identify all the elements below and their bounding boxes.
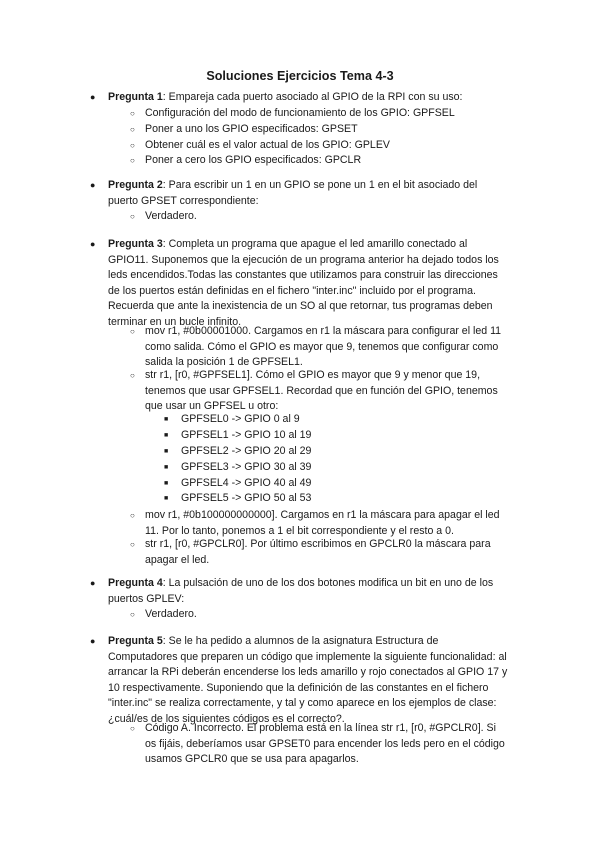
list-item: ○ Verdadero. [145, 209, 545, 225]
question-label: Pregunta 1 [108, 91, 163, 103]
circle-bullet-icon: ○ [130, 540, 135, 549]
list-item: ■ GPFSEL3 -> GPIO 30 al 39 [181, 460, 541, 476]
question-2 [90, 178, 548, 209]
question-text: terminar en un bucle infinito. [108, 315, 242, 328]
bullet-icon: ● [90, 636, 96, 646]
question-text: GPIO11. Suponemos que la ejecución de un programa anterior ha dejado todos los [108, 253, 499, 266]
question-label: Pregunta 3 [108, 238, 163, 250]
question-text: Recuerda que ante la inexistencia de un SO al que retornar, tus programas deben [108, 300, 493, 313]
question-3 [90, 237, 548, 331]
list-item: ■ GPFSEL5 -> GPIO 50 al 53 [181, 491, 541, 507]
list-item: ○ Poner a cero los GPIO especificados: GPCLR [145, 153, 545, 169]
circle-bullet-icon: ○ [130, 141, 135, 150]
question-text: : Para escribir un 1 en un GPIO se pone un 1 en el bit asociado del [162, 179, 478, 191]
list-item: ○ str r1, [r0, #GPCLR0]. Por último escribimos en GPCLR0 la máscara para apagar el led. [130, 538, 491, 566]
square-bullet-icon: ■ [164, 495, 169, 502]
question-4 [90, 576, 548, 607]
list-item: ■ GPFSEL2 -> GPIO 20 al 29 [181, 444, 541, 460]
circle-bullet-icon: ○ [130, 125, 135, 134]
question-text: puertos GPLEV: [108, 592, 185, 605]
question-label: Pregunta 2 [108, 179, 163, 191]
circle-bullet-icon: ○ [130, 724, 135, 733]
question-text: : Completa un programa que apague el led amarillo conectado al [162, 238, 468, 250]
square-bullet-icon: ■ [164, 416, 169, 423]
list-item: ○ Código A. Incorrecto. El problema está en la línea str r1, [r0, #GPCLR0]. Si os fijáis, deberíamos usar GPSET0 para encender los leds pero en el código usamos GPCLR0 que se usa para apagarlos. [130, 722, 505, 766]
list-item: ○ str r1, [r0, #GPFSEL1]. Cómo el GPIO es mayor que 9 y menor que 19, tenemos que usar GPFSEL1. Recordad que en función del GPIO, tenemos que usar un GPFSEL u otro: [130, 369, 498, 413]
question-text: arrancar la RPi deberán encenderse los leds amarillo y rojo conectados al GPIO 17 y [108, 666, 508, 679]
bullet-icon: ● [90, 578, 96, 588]
list-item: ○ Obtener cuál es el valor actual de los GPIO: GPLEV [145, 138, 545, 154]
circle-bullet-icon: ○ [130, 327, 135, 336]
circle-bullet-icon: ○ [130, 212, 135, 221]
list-item: ○ Poner a uno los GPIO especificados: GPSET [145, 122, 545, 138]
square-bullet-icon: ■ [164, 432, 169, 439]
question-text: 10 respectivamente. Suponiendo que la definición de las constantes en el fichero [108, 681, 489, 694]
question-text: leds encendidos.Todas las constantes que utilizamos para construir las direcciones [108, 269, 498, 282]
circle-bullet-icon: ○ [130, 610, 135, 619]
list-item: ■ GPFSEL4 -> GPIO 40 al 49 [181, 476, 541, 492]
square-bullet-icon: ■ [164, 464, 169, 471]
circle-bullet-icon: ○ [130, 156, 135, 165]
list-item: ■ GPFSEL1 -> GPIO 10 al 19 [181, 428, 541, 444]
list-item: ○ mov r1, #0b100000000000]. Cargamos en r1 la máscara para apagar el led 11. Por lo tanto, ponemos a 1 el bit correspondiente y el resto a 0. [130, 509, 500, 537]
list-item: ■ GPFSEL0 -> GPIO 0 al 9 [181, 412, 541, 428]
question-text: "inter.inc" se realiza correctamente, y tal y como aparece en los ejemplos de clase: [108, 697, 497, 710]
page-title: Soluciones Ejercicios Tema 4-3 [206, 69, 394, 83]
bullet-icon: ● [90, 92, 96, 102]
question-5 [90, 634, 548, 728]
question-text: puerto GPSET correspondiente: [108, 194, 259, 207]
question-text: : Empareja cada puerto asociado al GPIO de la RPI con su uso: [162, 91, 463, 103]
question-label: Pregunta 5 [108, 635, 163, 647]
list-item: ○ Verdadero. [145, 607, 545, 623]
list-item: ○ Configuración del modo de funcionamiento de los GPIO: GPFSEL [145, 106, 545, 122]
question-text: Computadores que preparen un código que implemente la siguiente funcionalidad: al [108, 650, 507, 663]
question-text: de los puertos están definidas en el fichero "inter.inc" incluido por el programa. [108, 284, 476, 297]
question-text: ¿cuál/es de los siguientes códigos es el correcto?. [108, 712, 345, 725]
circle-bullet-icon: ○ [130, 371, 135, 380]
square-bullet-icon: ■ [164, 480, 169, 487]
list-item: ○ mov r1, #0b00001000. Cargamos en r1 la máscara para configurar el led 11 como salida. Cómo el GPIO es mayor que 9, tenemos que configurar como salida la posición 1 de GPFSEL1. [130, 325, 502, 369]
square-bullet-icon: ■ [164, 448, 169, 455]
question-label: Pregunta 4 [108, 577, 163, 589]
question-1 [90, 90, 548, 106]
question-text: : La pulsación de uno de los dos botones modifica un bit en uno de los [162, 577, 494, 589]
circle-bullet-icon: ○ [130, 109, 135, 118]
question-text: : Se le ha pedido a alumnos de la asignatura Estructura de [162, 635, 439, 647]
bullet-icon: ● [90, 239, 96, 249]
circle-bullet-icon: ○ [130, 511, 135, 520]
bullet-icon: ● [90, 180, 96, 190]
